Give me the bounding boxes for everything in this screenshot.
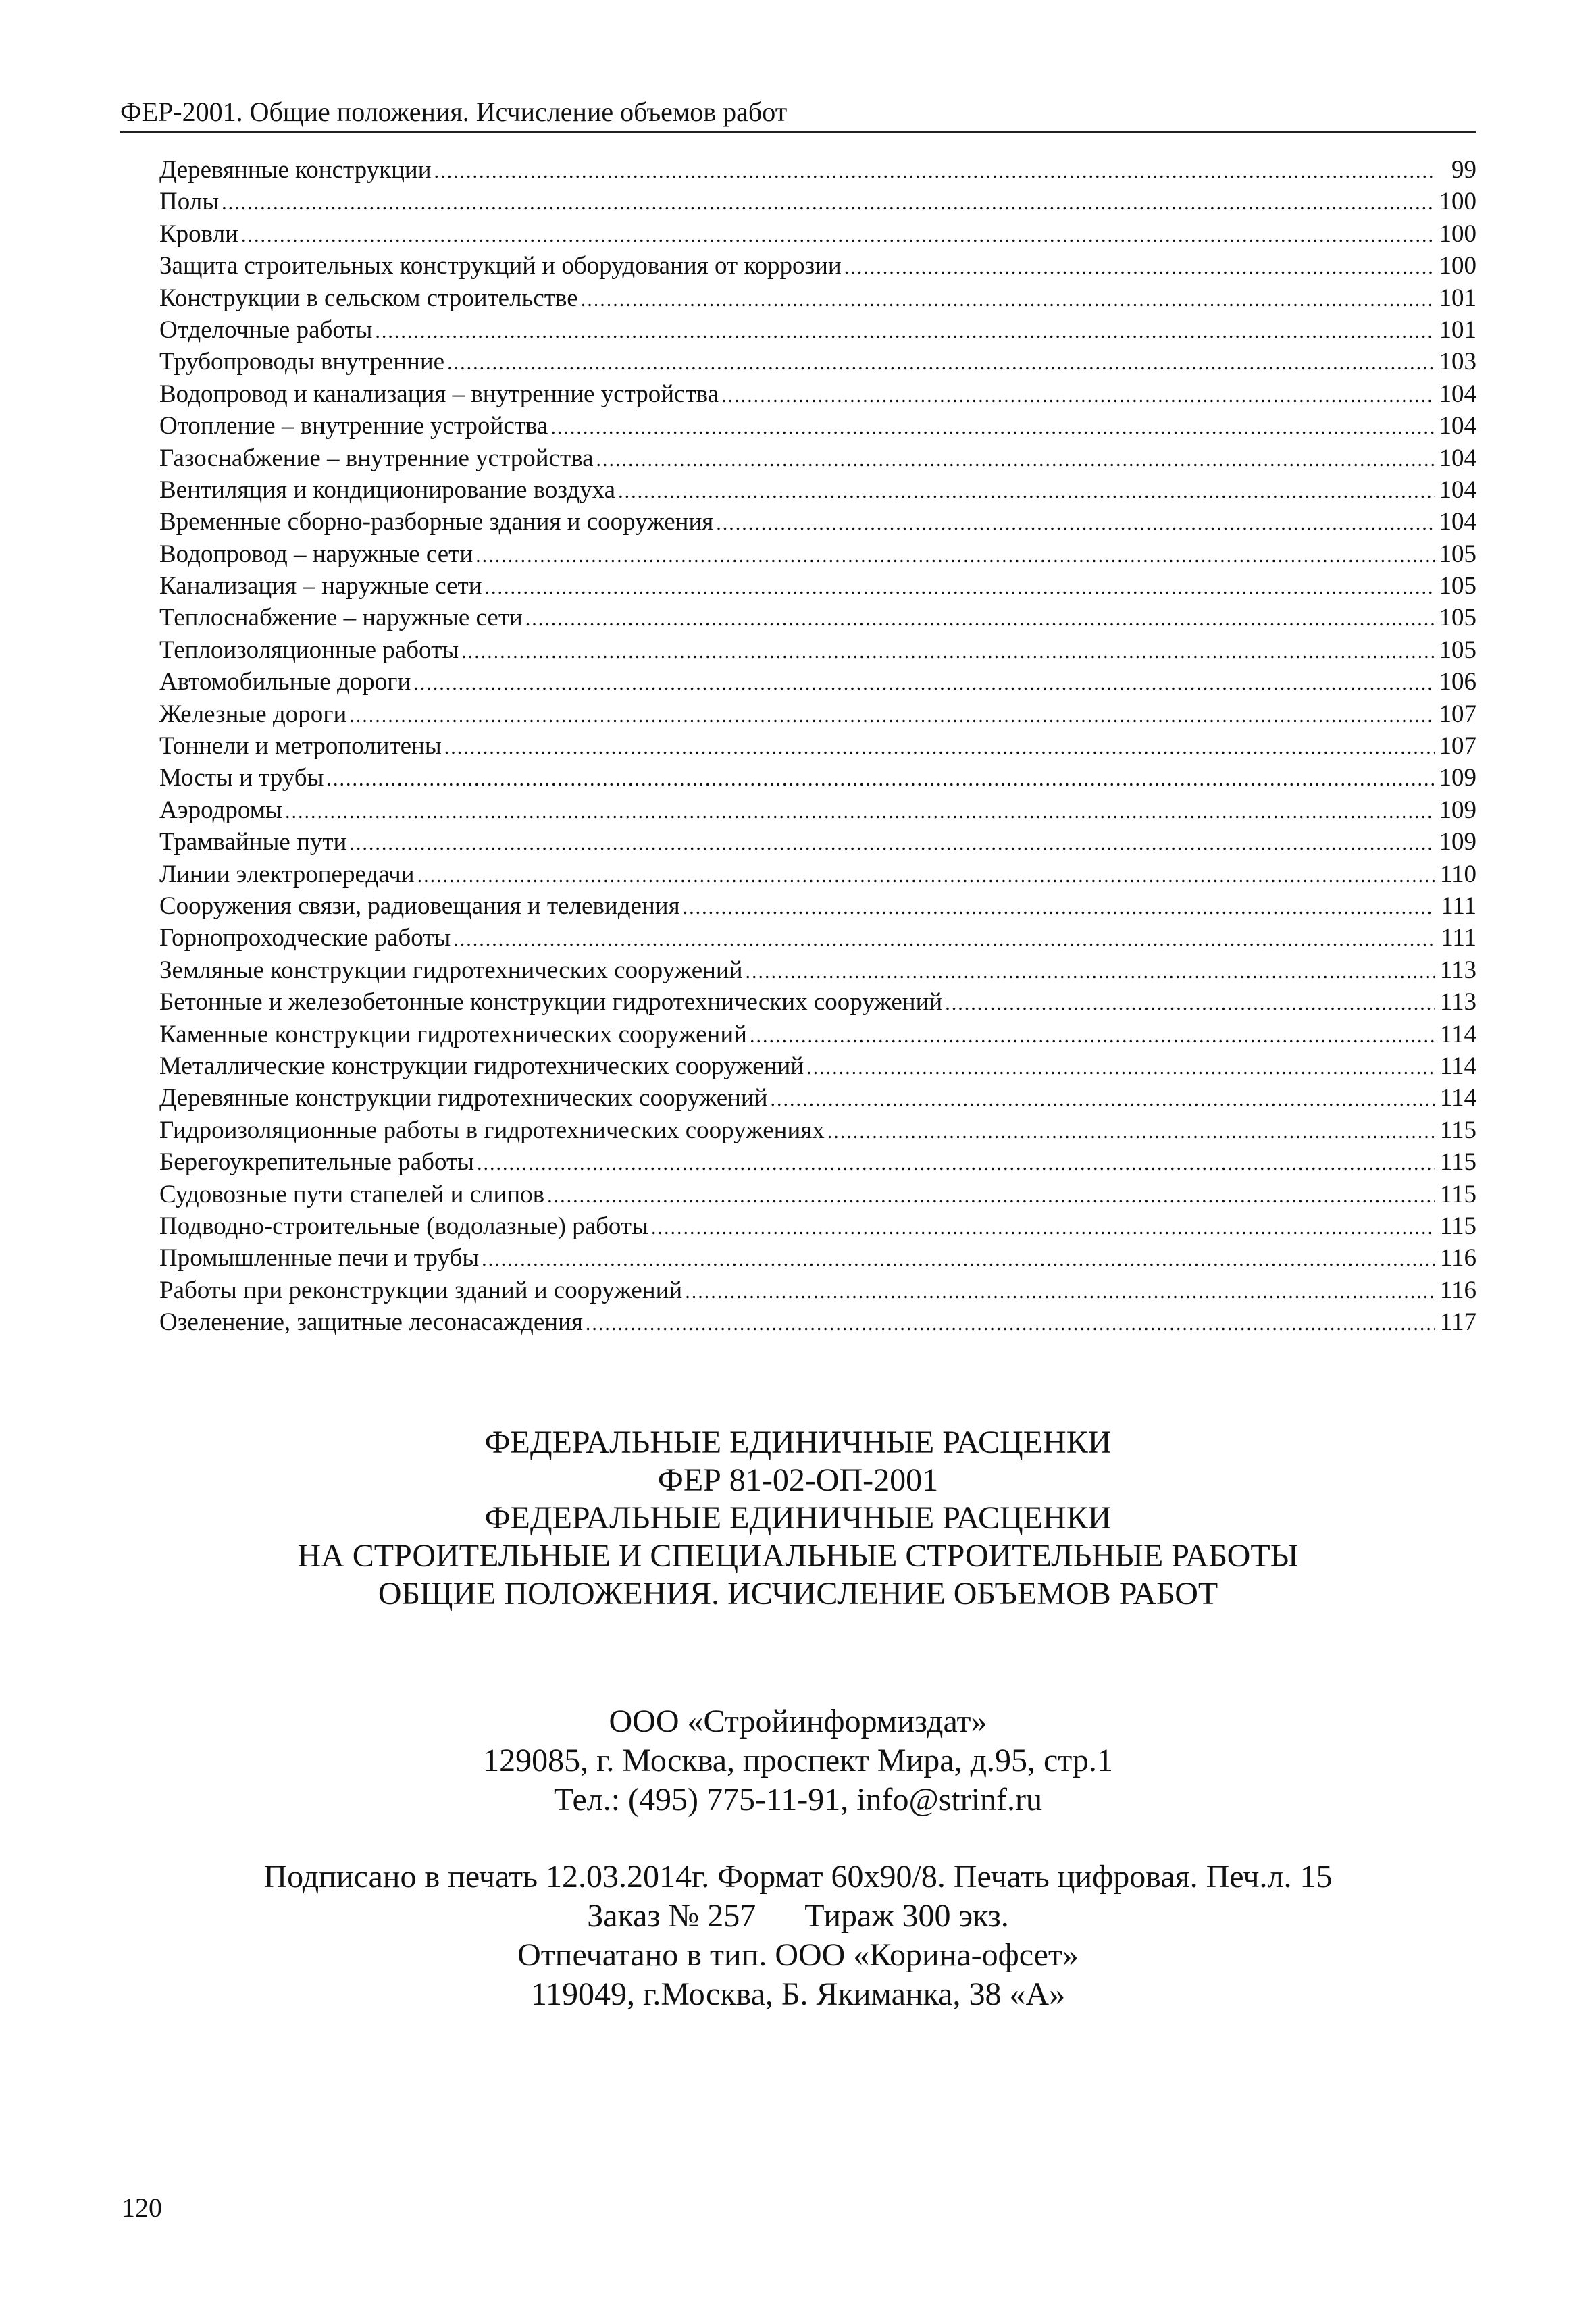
toc-entry-title: Озеленение, защитные лесонасаждения bbox=[159, 1308, 583, 1337]
toc-entry-title: Газоснабжение – внутренние устройства bbox=[159, 444, 594, 472]
imprint-signed: Подписано в печать 12.03.2014г. Формат 60x90/8. Печать цифровая. Печ.л. 15 bbox=[263, 1859, 1333, 1895]
toc-entry-page: 113 bbox=[1439, 956, 1476, 984]
toc-entry-title: Канализация – наружные сети bbox=[159, 572, 482, 600]
toc-entry-page: 110 bbox=[1439, 860, 1476, 888]
toc-dot-leader bbox=[417, 860, 1435, 890]
toc-entry-page: 104 bbox=[1439, 380, 1476, 408]
toc-entry-page: 117 bbox=[1439, 1308, 1476, 1337]
toc-dot-leader bbox=[721, 380, 1435, 410]
toc-entry bbox=[159, 218, 1476, 250]
toc-entry-title: Металлические конструкции гидротехнических сооружений bbox=[159, 1052, 804, 1080]
toc-entry bbox=[159, 794, 1476, 826]
toc-entry bbox=[159, 890, 1476, 922]
toc-entry-title: Железные дороги bbox=[159, 700, 347, 728]
toc-dot-leader bbox=[750, 1020, 1435, 1050]
toc-entry bbox=[159, 602, 1476, 634]
toc-entry-page: 109 bbox=[1439, 764, 1476, 792]
toc-dot-leader bbox=[550, 411, 1435, 442]
toc-entry-title: Теплоизоляционные работы bbox=[159, 636, 459, 664]
toc-entry bbox=[159, 1146, 1476, 1178]
title-line: ФЕДЕРАЛЬНЫЕ ЕДИНИЧНЫЕ РАСЦЕНКИ bbox=[484, 1424, 1112, 1460]
toc-entry-page: 100 bbox=[1439, 188, 1476, 216]
toc-entry-page: 115 bbox=[1439, 1212, 1476, 1240]
toc-entry bbox=[159, 1050, 1476, 1082]
toc-entry-page: 115 bbox=[1439, 1180, 1476, 1208]
toc-entry-page: 111 bbox=[1441, 892, 1476, 920]
toc-dot-leader bbox=[586, 1308, 1435, 1338]
title-line: НА СТРОИТЕЛЬНЫЕ И СПЕЦИАЛЬНЫЕ СТРОИТЕЛЬНЫЕ РАБОТЫ bbox=[297, 1538, 1299, 1574]
toc-dot-leader bbox=[547, 1180, 1435, 1210]
toc-entry bbox=[159, 634, 1476, 666]
toc-dot-leader bbox=[349, 827, 1435, 858]
imprint-printer-address: 119049, г.Москва, Б. Якиманка, 38 «А» bbox=[530, 1976, 1066, 2012]
toc-dot-leader bbox=[375, 315, 1435, 346]
toc-dot-leader bbox=[685, 1276, 1435, 1306]
toc-entry bbox=[159, 570, 1476, 602]
toc-entry-title: Тоннели и метрополитены bbox=[159, 732, 442, 761]
imprint-block bbox=[120, 1857, 1476, 2014]
toc-dot-leader bbox=[482, 1243, 1435, 1274]
title-line: ФЕДЕРАЛЬНЫЕ ЕДИНИЧНЫЕ РАСЦЕНКИ bbox=[484, 1500, 1112, 1536]
toc-dot-leader bbox=[683, 892, 1435, 922]
toc-dot-leader bbox=[806, 1052, 1435, 1082]
imprint-order: Заказ № 257 bbox=[587, 1898, 756, 1934]
toc-entry-page: 116 bbox=[1439, 1244, 1476, 1272]
toc-entry bbox=[159, 762, 1476, 794]
toc-dot-leader bbox=[525, 603, 1435, 634]
toc-entry-page: 109 bbox=[1439, 796, 1476, 824]
toc-entry-page: 113 bbox=[1439, 988, 1476, 1017]
toc-dot-leader bbox=[461, 636, 1435, 666]
toc-dot-leader bbox=[945, 987, 1435, 1018]
toc-entry-title: Аэродромы bbox=[159, 796, 282, 824]
toc-entry bbox=[159, 1179, 1476, 1210]
toc-entry-title: Трубопроводы внутренние bbox=[159, 348, 445, 376]
table-of-contents bbox=[159, 154, 1476, 1338]
toc-entry-page: 104 bbox=[1439, 412, 1476, 440]
toc-entry-page: 104 bbox=[1439, 444, 1476, 472]
toc-entry-page: 99 bbox=[1451, 156, 1476, 184]
toc-dot-leader bbox=[444, 731, 1435, 762]
toc-entry-page: 116 bbox=[1439, 1276, 1476, 1304]
toc-entry-page: 114 bbox=[1439, 1084, 1476, 1112]
running-header: ФЕР-2001. Общие положения. Исчисление объемов работ bbox=[120, 95, 1476, 133]
toc-entry bbox=[159, 986, 1476, 1018]
title-line: ОБЩИЕ ПОЛОЖЕНИЯ. ИСЧИСЛЕНИЕ ОБЪЕМОВ РАБОТ bbox=[378, 1576, 1218, 1612]
toc-dot-leader bbox=[844, 251, 1435, 282]
toc-entry bbox=[159, 1242, 1476, 1274]
toc-entry bbox=[159, 250, 1476, 282]
publisher-contacts: Тел.: (495) 775-11-91, info@strinf.ru bbox=[553, 1782, 1043, 1818]
toc-entry bbox=[159, 410, 1476, 442]
toc-dot-leader bbox=[581, 284, 1435, 314]
toc-dot-leader bbox=[716, 507, 1435, 538]
toc-entry-title: Конструкции в сельском строительстве bbox=[159, 284, 578, 312]
publisher-address: 129085, г. Москва, проспект Мира, д.95, стр.1 bbox=[483, 1743, 1113, 1778]
toc-entry-title: Автомобильные дороги bbox=[159, 668, 411, 696]
toc-entry bbox=[159, 186, 1476, 217]
toc-entry-title: Деревянные конструкции гидротехнических сооружений bbox=[159, 1084, 768, 1112]
toc-entry-page: 109 bbox=[1439, 828, 1476, 856]
toc-entry-title: Деревянные конструкции bbox=[159, 156, 432, 184]
toc-entry-title: Линии электропередачи bbox=[159, 860, 415, 888]
toc-entry-page: 107 bbox=[1439, 732, 1476, 761]
toc-dot-leader bbox=[434, 155, 1435, 186]
imprint-run: Тираж 300 экз. bbox=[804, 1898, 1009, 1934]
toc-entry-title: Кровли bbox=[159, 220, 238, 248]
toc-entry-page: 105 bbox=[1439, 572, 1476, 600]
imprint-order-line bbox=[120, 1897, 1476, 1936]
toc-entry-title: Сооружения связи, радиовещания и телевидения bbox=[159, 892, 680, 920]
toc-entry-page: 106 bbox=[1439, 668, 1476, 696]
toc-entry-title: Вентиляция и кондиционирование воздуха bbox=[159, 475, 616, 504]
toc-entry-title: Отопление – внутренние устройства bbox=[159, 412, 548, 440]
toc-dot-leader bbox=[453, 923, 1435, 954]
toc-entry-page: 101 bbox=[1439, 315, 1476, 344]
toc-entry-page: 105 bbox=[1439, 540, 1476, 568]
title-code: ФЕР 81-02-ОП-2001 bbox=[657, 1462, 939, 1498]
toc-entry bbox=[159, 474, 1476, 506]
toc-entry-title: Судовозные пути стапелей и слипов bbox=[159, 1180, 545, 1208]
toc-entry-title: Каменные конструкции гидротехнических сооружений bbox=[159, 1020, 747, 1048]
toc-entry-title: Гидроизоляционные работы в гидротехнических сооружениях bbox=[159, 1116, 825, 1144]
toc-entry-page: 103 bbox=[1439, 348, 1476, 376]
toc-dot-leader bbox=[413, 667, 1435, 698]
toc-dot-leader bbox=[771, 1083, 1435, 1114]
toc-entry-title: Земляные конструкции гидротехнических сооружений bbox=[159, 956, 743, 984]
toc-entry bbox=[159, 730, 1476, 762]
toc-entry bbox=[159, 858, 1476, 890]
toc-entry bbox=[159, 1082, 1476, 1114]
toc-entry-page: 101 bbox=[1439, 284, 1476, 312]
toc-entry-title: Горнопроходческие работы bbox=[159, 924, 451, 952]
toc-dot-leader bbox=[447, 347, 1435, 378]
toc-entry-title: Работы при реконструкции зданий и сооружений bbox=[159, 1276, 683, 1304]
toc-entry-page: 105 bbox=[1439, 604, 1476, 632]
toc-entry-page: 115 bbox=[1439, 1116, 1476, 1144]
toc-entry bbox=[159, 154, 1476, 186]
imprint-printed-by: Отпечатано в тип. ООО «Корина-офсет» bbox=[517, 1937, 1079, 1973]
toc-entry-page: 111 bbox=[1441, 924, 1476, 952]
toc-dot-leader bbox=[241, 220, 1435, 250]
toc-entry-title: Отделочные работы bbox=[159, 315, 373, 344]
toc-entry-page: 114 bbox=[1439, 1020, 1476, 1048]
toc-entry bbox=[159, 826, 1476, 858]
toc-entry bbox=[159, 538, 1476, 570]
toc-entry bbox=[159, 1019, 1476, 1050]
toc-entry-title: Защита строительных конструкций и оборудования от коррозии bbox=[159, 252, 842, 280]
toc-entry bbox=[159, 666, 1476, 698]
toc-dot-leader bbox=[827, 1116, 1435, 1146]
toc-entry-page: 107 bbox=[1439, 700, 1476, 728]
toc-entry-title: Берегоукрепительные работы bbox=[159, 1148, 474, 1177]
toc-entry bbox=[159, 1306, 1476, 1338]
toc-entry bbox=[159, 922, 1476, 954]
toc-entry-title: Трамвайные пути bbox=[159, 828, 347, 856]
toc-entry-title: Водопровод – наружные сети bbox=[159, 540, 473, 568]
toc-dot-leader bbox=[477, 1148, 1435, 1178]
toc-entry-page: 104 bbox=[1439, 508, 1476, 536]
toc-entry-page: 100 bbox=[1439, 252, 1476, 280]
toc-entry bbox=[159, 282, 1476, 314]
toc-entry-title: Подводно-строительные (водолазные) работы bbox=[159, 1212, 648, 1240]
toc-dot-leader bbox=[475, 540, 1435, 570]
toc-entry bbox=[159, 314, 1476, 346]
toc-dot-leader bbox=[349, 700, 1435, 730]
toc-dot-leader bbox=[326, 763, 1435, 794]
toc-entry bbox=[159, 346, 1476, 378]
toc-dot-leader bbox=[222, 187, 1435, 217]
toc-dot-leader bbox=[485, 571, 1435, 602]
toc-dot-leader bbox=[746, 956, 1435, 986]
toc-entry-title: Временные сборно-разборные здания и сооружения bbox=[159, 508, 714, 536]
toc-entry-page: 105 bbox=[1439, 636, 1476, 664]
publisher-name: ООО «Стройинформиздат» bbox=[609, 1703, 987, 1739]
toc-entry bbox=[159, 698, 1476, 730]
toc-dot-leader bbox=[651, 1212, 1435, 1242]
toc-entry bbox=[159, 1275, 1476, 1306]
toc-entry-page: 114 bbox=[1439, 1052, 1476, 1080]
toc-entry-title: Водопровод и канализация – внутренние устройства bbox=[159, 380, 719, 408]
toc-entry-title: Мосты и трубы bbox=[159, 764, 324, 792]
page-number: 120 bbox=[122, 2192, 162, 2223]
toc-dot-leader bbox=[618, 475, 1435, 506]
toc-entry-title: Теплоснабжение – наружные сети bbox=[159, 604, 523, 632]
toc-entry-title: Промышленные печи и трубы bbox=[159, 1244, 480, 1272]
toc-entry bbox=[159, 442, 1476, 474]
toc-entry bbox=[159, 954, 1476, 986]
toc-entry-title: Бетонные и железобетонные конструкции гидротехнических сооружений bbox=[159, 988, 943, 1017]
toc-entry-page: 115 bbox=[1439, 1148, 1476, 1177]
title-block bbox=[120, 1424, 1476, 1613]
toc-entry-page: 100 bbox=[1439, 220, 1476, 248]
toc-dot-leader bbox=[596, 444, 1435, 474]
toc-entry bbox=[159, 1114, 1476, 1146]
toc-entry-page: 104 bbox=[1439, 475, 1476, 504]
toc-entry bbox=[159, 1210, 1476, 1242]
toc-dot-leader bbox=[285, 796, 1435, 826]
toc-entry bbox=[159, 378, 1476, 410]
toc-entry-title: Полы bbox=[159, 188, 220, 216]
publisher-block bbox=[120, 1702, 1476, 1820]
toc-entry bbox=[159, 506, 1476, 538]
